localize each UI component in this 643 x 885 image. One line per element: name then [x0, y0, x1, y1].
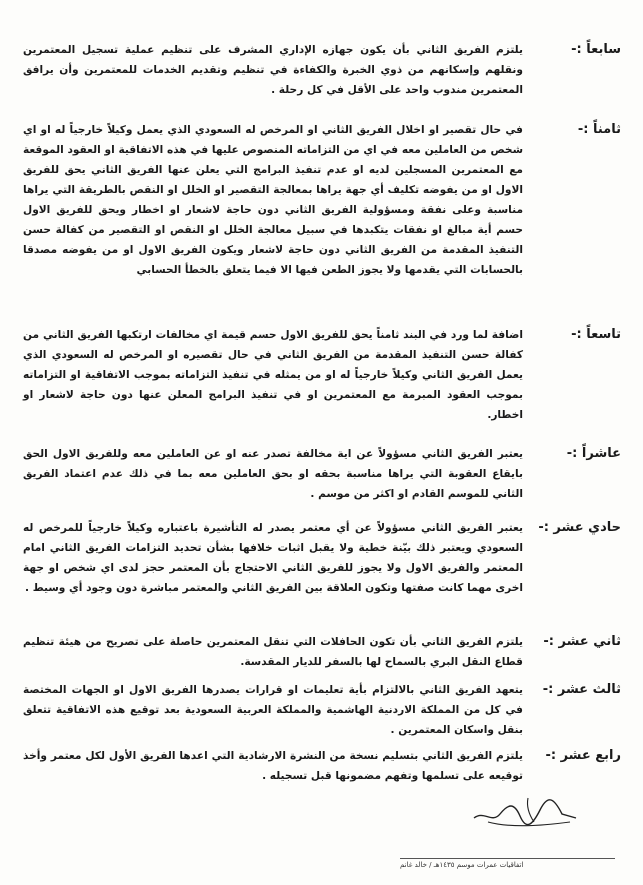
- footer-divider: [400, 858, 615, 859]
- clause-label: ثالث عشر :-: [542, 682, 621, 697]
- clause-text: يتعهد الفريق الثاني بالالتزام بأية تعليمات او قرارات يصدرها الفريق الاول او الجهات المختصة في كل من المملكة الاردنية الهاشمية والمملكة العربية السعودية بعد توقيع هذه الاتفاقية تتعلق بنقل واسكان المعتمرين .: [23, 684, 523, 736]
- clause-text: يعتبر الفريق الثاني مسؤولاً عن اية مخالفة تصدر عنه او عن العاملين معه وللفريق الاول الحق بايقاع العقوبة التي يراها مناسبة بحقه او بحق العاملين معه بما في ذلك عدم اعتماد الفريق الثاني للموسم القادم او اكثر من موسم .: [23, 448, 523, 500]
- clause-text: يعتبر الفريق الثاني مسؤولاً عن أي معتمر يصدر له التأشيرة باعتباره وكيلاً خارجياً للمرخص له السعودي ويعتبر ذلك بيّنة خطية ولا يقبل اثبات خلافها بشأن تحديد التزامات الفريق الثاني امام المعتمر والفريق الاول ولا يجوز للفريق الثاني الاحتجاج بأن المعتمر حجز لدى اي شخص او جهة اخرى مهما كانت صفتها وتكون العلاقة بين الفريق الثاني والمعتمر مباشرة دون وجود أي وسيط .: [23, 522, 523, 594]
- clause-text: يلتزم الفريق الثاني بأن تكون الحافلات التي تنقل المعتمرين حاصلة على تصريح من هيئة تنظيم قطاع النقل البري بالسماح لها بالسفر للديار المقدسة.: [23, 636, 523, 668]
- clause-label: عاشراً :-: [566, 446, 621, 461]
- clause-label: حادي عشر :-: [538, 520, 621, 535]
- handwritten-signature: [470, 788, 580, 830]
- clause-label: سابعاً :-: [571, 42, 621, 57]
- clause-label: ثامناً :-: [577, 122, 621, 137]
- page-footer: اتفاقيات عمرات موسم ١٤٣٥هـ / خالد غانم: [400, 861, 524, 869]
- clause-text: يلتزم الفريق الثاني بتسليم نسخة من النشرة الارشادية التي اعدها الفريق الأول لكل معتمر وأخذ توقيعه على تسلمها وتفهم مضمونها قبل تسجيله .: [23, 750, 523, 782]
- clause-text: اضافة لما ورد في البند ثامناً يحق للفريق الاول حسم قيمة اي مخالفات ارتكبها الفريق الثاني من كفالة حسن التنفيذ المقدمة من الفريق الثاني في حال تقصيره او المرخص له السعودي الذي يعمل الفريق الثاني وكيلاً خارجياً له او من يمثله في تنفيذ التزاماته بموجب الاتفاقية او التزاماته بموجب العقود المبرمة مع المعتمرين او في تنفيذ البرامج المعلن عنها دون حاجة لاشعار او اخطار.: [23, 329, 523, 421]
- clause-label: ثاني عشر :-: [543, 634, 621, 649]
- clause-text: في حال تقصير او اخلال الفريق الثاني او المرخص له السعودي الذي يعمل وكيلاً خارجياً له او اي شخص من العاملين معه في اي من التزاماته المنصوص عليها في هذه الاتفاقية او العقود الموقعة مع المعتمرين المسجلين لديه او عدم تنفيذ البرامج التي يعلن عنها الفريق الثاني يحق للفريق الاول او من يفوضه تكليف أي جهة يراها بمعالجة التقصير او الخلل او النقص بالطريقة التي يراها مناسبة وعلى نفقة ومسؤولية الفريق الثاني دون حاجة لاشعار او اخطار ويحق للفريق الاول حسم أية مبالغ او نفقات يتكبدها في سبيل معالجة الخلل او النقص او التقصير من كفالة حسن التنفيذ المقدمة من الفريق الثاني دون حاجة لاشعار ويكون الفريق الاول او من يفوضه مصدقا بالحسابات التي يقدمها ولا يجوز الطعن فيها الا فيما يتعلق بالخطأ الحسابي: [23, 124, 523, 276]
- clause-text: يلتزم الفريق الثاني بأن يكون جهازه الإداري المشرف على تنظيم عملية تسجيل المعتمرين ونقلهم وإسكانهم من ذوي الخبرة والكفاءة في تنظيم وتقديم الخدمات للمعتمرين وأن يرافق المعتمرين مندوب واحد على الأقل في كل رحلة .: [23, 44, 523, 96]
- clause-label: رابع عشر :-: [545, 748, 621, 763]
- clause-label: تاسعاً :-: [571, 327, 621, 342]
